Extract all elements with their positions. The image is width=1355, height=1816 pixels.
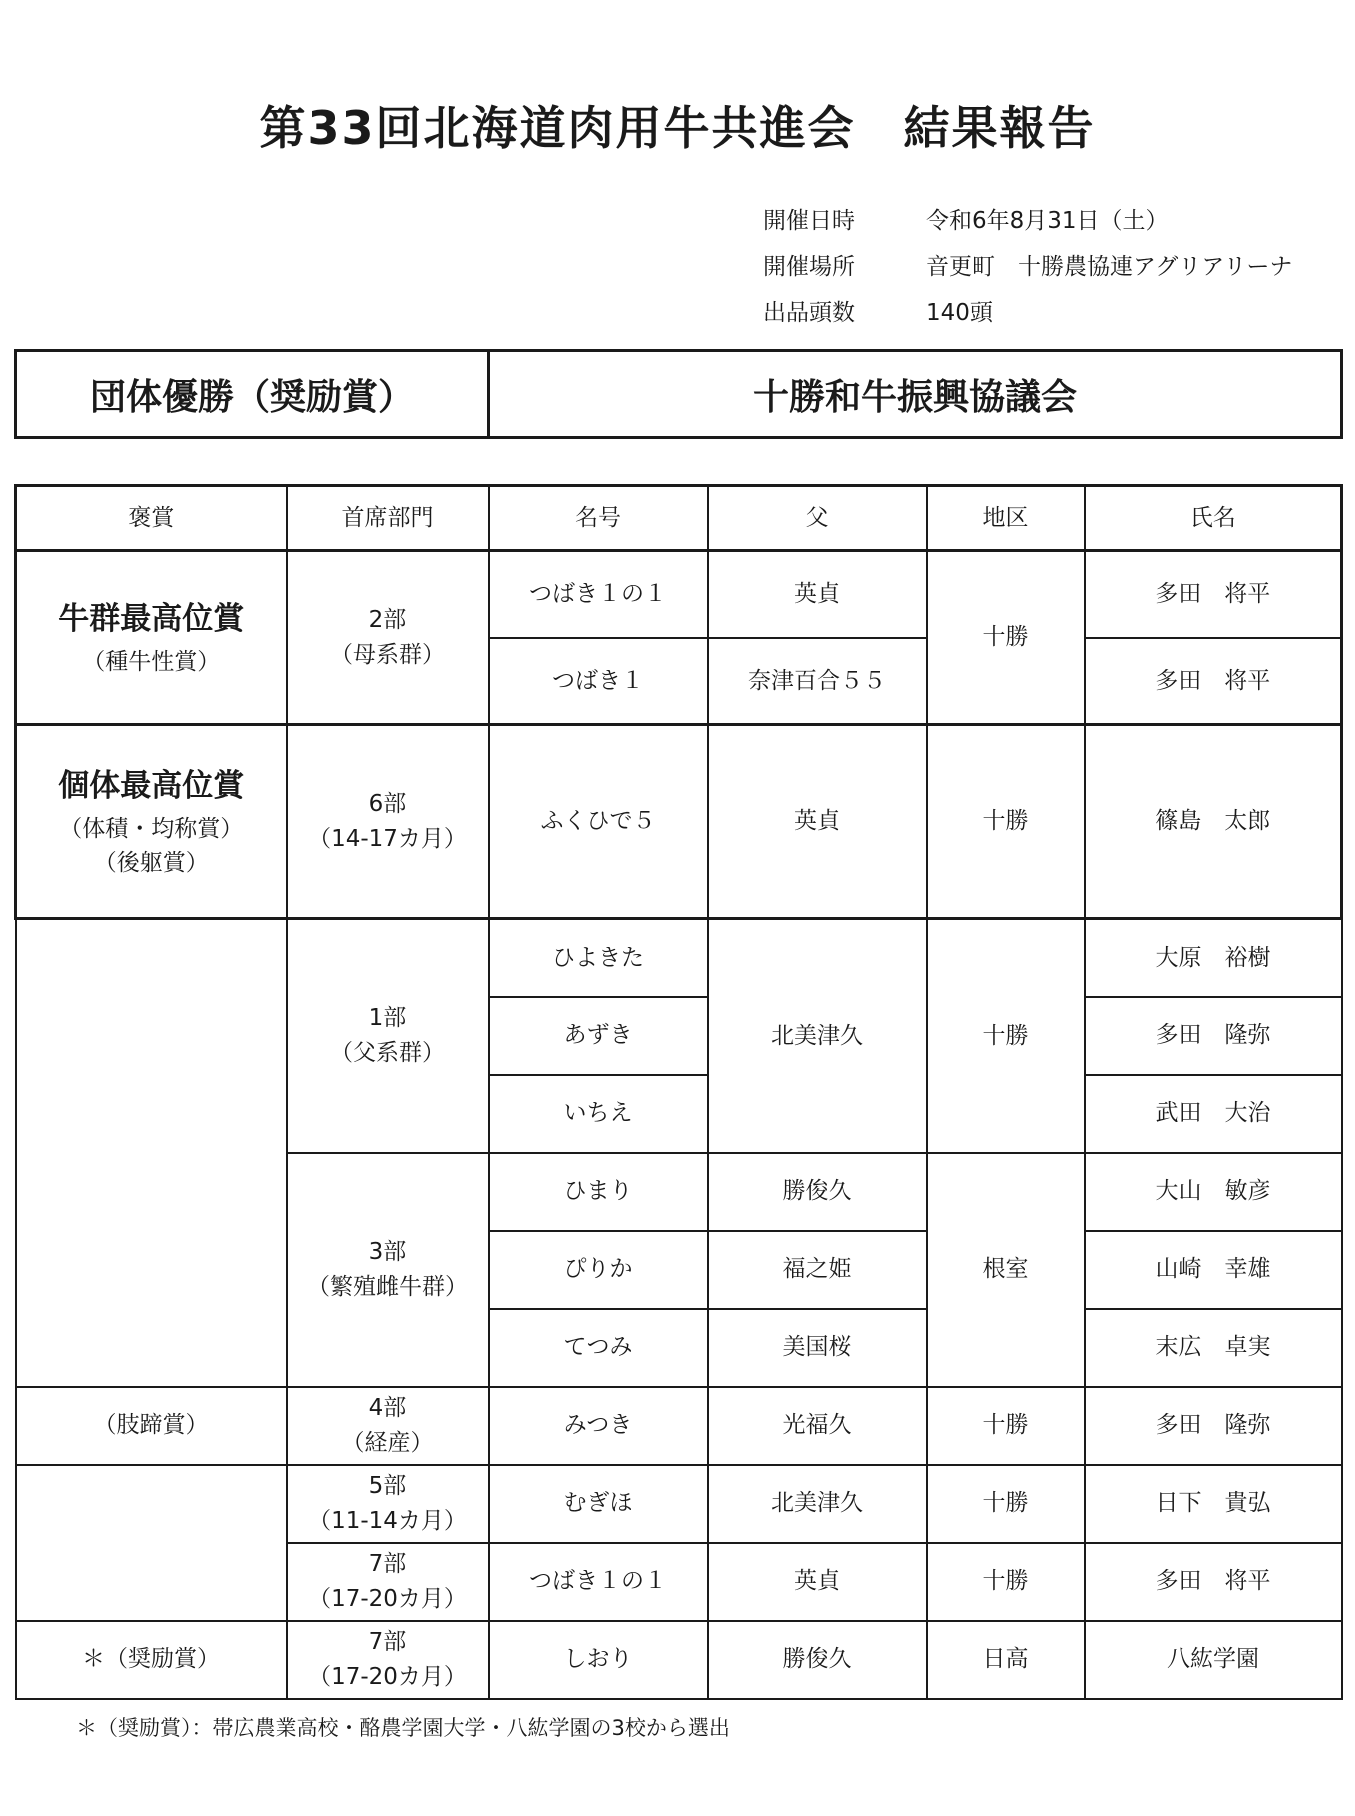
award-cell-empty [16,919,287,1387]
cow-name: てつみ [489,1309,708,1387]
cow-name: つばき１ [489,638,708,725]
owner: 山崎 幸雄 [1085,1231,1342,1309]
results-table [14,484,1343,1700]
info-value: 音更町 十勝農協連アグリアリーナ [926,253,1293,280]
table-row [16,725,1342,919]
father: 英貞 [708,551,927,638]
dept-cell [287,1621,489,1699]
father: 奈津百合５５ [708,638,927,725]
cow-name: ふくひで５ [489,725,708,919]
info-row-count [763,287,1292,333]
father: 美国桜 [708,1309,927,1387]
event-info [763,195,1292,333]
father: 勝俊久 [708,1621,927,1699]
award-cell: （肢蹄賞） [16,1387,287,1465]
team-winner-table [14,349,1343,439]
table-row [16,1387,1342,1465]
info-row-venue [763,241,1292,287]
owner: 武田 大治 [1085,1075,1342,1153]
region: 十勝 [927,1543,1085,1621]
dept-sub: （17-20カ月） [308,1663,467,1690]
region: 十勝 [927,725,1085,919]
region: 十勝 [927,551,1085,725]
dept-sub: （母系群） [330,641,445,668]
info-row-date [763,195,1292,241]
father: 北美津久 [708,919,927,1153]
dept: 5部 [368,1473,407,1499]
footnote: ＊（奨励賞）：帯広農業高校・酪農学園大学・八紘学園の3校から選出 [76,1716,730,1740]
award-cell-empty [16,1465,287,1621]
owner: 日下 貴弘 [1085,1465,1342,1543]
table-row [16,551,1342,638]
owner: 大山 敏彦 [1085,1153,1342,1231]
cow-name: ひまり [489,1153,708,1231]
owner: 多田 将平 [1085,1543,1342,1621]
award-subtitle: （後躯賞） [93,850,209,877]
dept-sub: （繁殖雌牛群） [307,1273,468,1300]
award-title: 牛群最高位賞 [58,601,245,638]
cow-name: あずき [489,997,708,1075]
owner: 八紘学園 [1085,1621,1342,1699]
column-header: 名号 [489,486,708,551]
father: 英貞 [708,725,927,919]
owner: 大原 裕樹 [1085,919,1342,997]
dept: 1部 [368,1005,407,1032]
region: 十勝 [927,1387,1085,1465]
table-row [16,1621,1342,1699]
table-row [16,919,1342,997]
cow-name: みつき [489,1387,708,1465]
dept: 4部 [368,1395,407,1421]
award-subtitle: （種牛性賞） [82,649,221,676]
father: 福之姫 [708,1231,927,1309]
region: 十勝 [927,1465,1085,1543]
dept-cell [287,1465,489,1543]
award-subtitle: （体積・均称賞） [59,815,244,842]
dept-cell [287,1153,489,1387]
dept-cell [287,725,489,919]
cow-name: ぴりか [489,1231,708,1309]
info-value: 140頭 [926,299,993,326]
award-cell [16,725,287,919]
cow-name: つばき１の１ [489,551,708,638]
team-winner-label: 団体優勝（奨励賞） [16,351,489,438]
cow-name: しおり [489,1621,708,1699]
info-label: 開催日時 [763,207,855,234]
owner: 多田 将平 [1085,638,1342,725]
column-header: 父 [708,486,927,551]
table-row [16,1465,1342,1543]
cow-name: いちえ [489,1075,708,1153]
team-winner-value: 十勝和牛振興協議会 [489,351,1342,438]
owner: 篠島 太郎 [1085,725,1342,919]
column-header: 氏名 [1085,486,1342,551]
dept: 6部 [368,791,407,817]
award-cell [16,551,287,725]
father: 北美津久 [708,1465,927,1543]
owner: 多田 隆弥 [1085,997,1342,1075]
award-cell: ＊（奨励賞） [16,1621,287,1699]
info-value: 令和6年8月31日（土） [926,207,1169,234]
region: 十勝 [927,919,1085,1153]
info-label: 出品頭数 [763,299,855,326]
column-header: 首席部門 [287,486,489,551]
dept-sub: （17-20カ月） [308,1585,467,1612]
column-header: 地区 [927,486,1085,551]
dept-cell [287,1387,489,1465]
dept-sub: （経産） [341,1429,434,1456]
dept-cell [287,919,489,1153]
dept-sub: （父系群） [330,1039,445,1066]
cow-name: むぎほ [489,1465,708,1543]
cow-name: つばき１の１ [489,1543,708,1621]
region: 根室 [927,1153,1085,1387]
cow-name: ひよきた [489,919,708,997]
father: 英貞 [708,1543,927,1621]
owner: 末広 卓実 [1085,1309,1342,1387]
dept: 2部 [368,607,407,633]
dept: 7部 [368,1551,407,1577]
region: 日高 [927,1621,1085,1699]
dept-cell [287,1543,489,1621]
father: 勝俊久 [708,1153,927,1231]
dept-sub: （11-14カ月） [308,1507,467,1534]
owner: 多田 将平 [1085,551,1342,638]
dept-sub: （14-17カ月） [308,825,467,852]
dept-cell [287,551,489,725]
father: 光福久 [708,1387,927,1465]
table-header-row [16,486,1342,551]
dept: 7部 [368,1629,407,1655]
dept: 3部 [368,1239,407,1265]
column-header: 褒賞 [16,486,287,551]
award-title: 個体最高位賞 [58,768,245,805]
owner: 多田 隆弥 [1085,1387,1342,1465]
page-title: 第33回北海道肉用牛共進会 結果報告 [259,101,1096,155]
info-label: 開催場所 [763,253,855,280]
